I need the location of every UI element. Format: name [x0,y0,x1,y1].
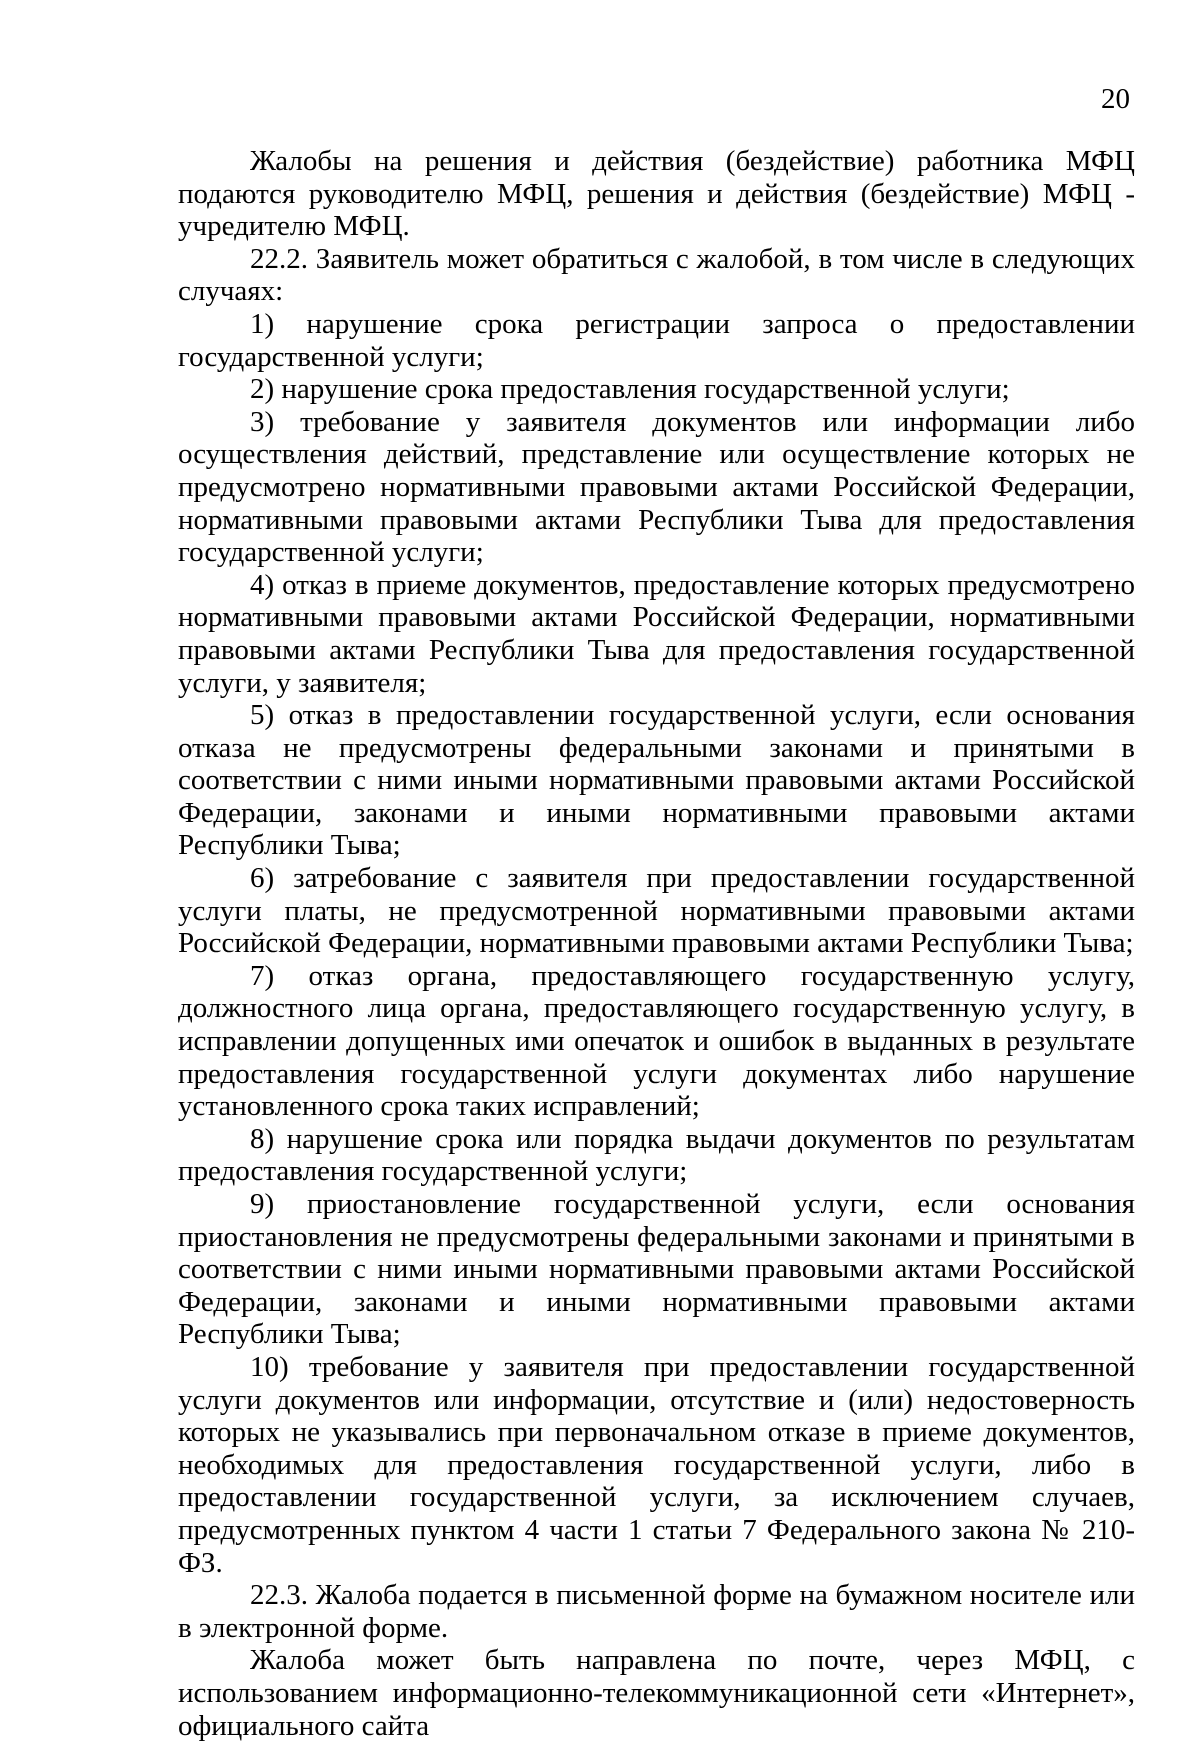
paragraph-22-2: 22.2. Заявитель может обратиться с жалобой, в том числе в следующих случаях: [178,242,1135,308]
paragraph-22-3: 22.3. Жалоба подается в письменной форме на бумажном носителе или в электронной форме. [178,1579,1135,1644]
list-item-8: 8) нарушение срока или порядка выдачи документов по результатам предоставления государственной услуги; [178,1122,1135,1188]
list-item-5: 5) отказ в предоставлении государственной услуги, если основания отказа не предусмотрены федеральными законами и принятыми в соответствии с ними иными нормативными правовыми актами Российской Федерации, законами и иными нормативными правовыми актами Республики Тыва; [178,699,1135,862]
paragraph-complaints-mfc: Жалобы на решения и действия (бездействие) работника МФЦ подаются руководителю МФЦ, решения и действия (бездействие) МФЦ - учредителю МФЦ. [178,145,1135,243]
list-item-3: 3) требование у заявителя документов или информации либо осуществления действий, представление или осуществление которых не предусмотрено нормативными правовыми актами Российской Федерации, нормативными правовыми актами Республики Тыва для предоставления государственной услуги; [178,405,1135,569]
list-item-4: 4) отказ в приеме документов, предоставление которых предусмотрено нормативными правовыми актами Российской Федерации, нормативными правовыми актами Республики Тыва для предоставления государственной услуги, у заявителя; [178,568,1135,699]
list-item-9: 9) приостановление государственной услуги, если основания приостановления не предусмотрены федеральными законами и принятыми в соответствии с ними иными нормативными правовыми актами Российской Федерации, законами и иными нормативными правовыми актами Республики Тыва; [178,1188,1135,1351]
paragraph-complaint-channels: Жалоба может быть направлена по почте, через МФЦ, с использованием информационно-телекоммуникационной сети «Интернет», официального сайта [178,1644,1135,1742]
list-item-2: 2) нарушение срока предоставления государственной услуги; [250,373,1010,406]
list-item-6: 6) затребование с заявителя при предоставлении государственной услуги платы, не предусмотренной нормативными правовыми актами Российской Федерации, нормативными правовыми актами Республики Тыва; [178,862,1135,960]
list-item-7: 7) отказ органа, предоставляющего государственную услугу, должностного лица органа, предоставляющего государственную услугу, в исправлении допущенных ими опечаток и ошибок в выданных в результате предоставления государственной услуги документах либо нарушение установленного срока таких исправлений; [178,959,1135,1123]
list-item-1: 1) нарушение срока регистрации запроса о предоставлении государственной услуги; [178,307,1135,373]
list-item-10: 10) требование у заявителя при предоставлении государственной услуги документов или информации, отсутствие и (или) недостоверность которых не указывались при первоначальном отказе в приеме документов, необходимых для предоставления государственной услуги, либо в предоставлении государственной услуги, за исключением случаев, предусмотренных пунктом 4 части 1 статьи 7 Федерального закона № 210-ФЗ. [178,1350,1135,1579]
page-number: 20 [1101,83,1130,115]
document-body [178,145,1135,1742]
